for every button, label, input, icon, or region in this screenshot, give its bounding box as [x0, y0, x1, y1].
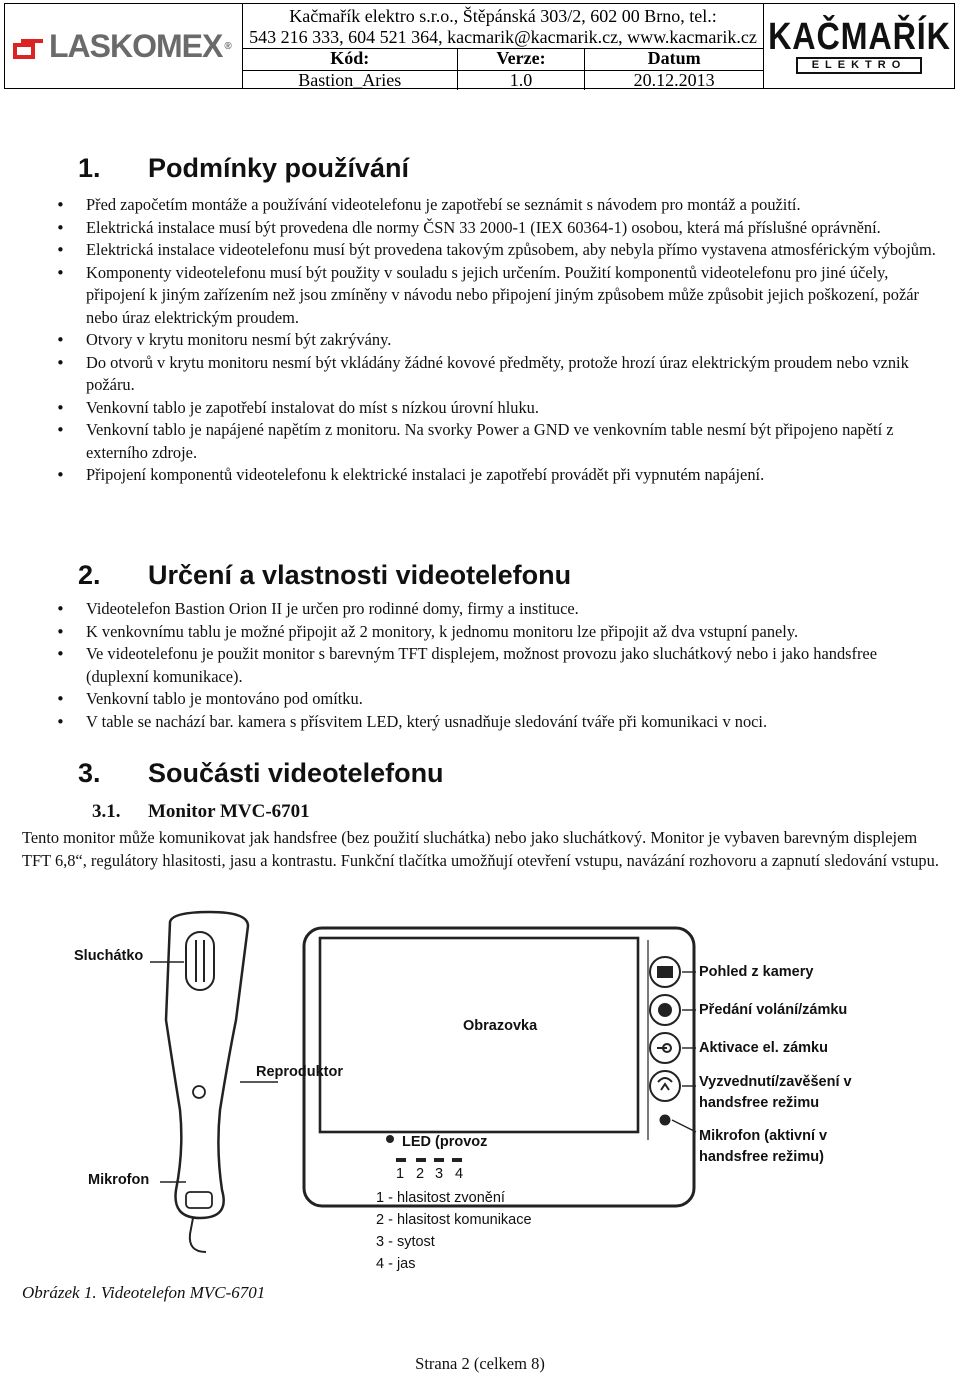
- section-3-title: Součásti videotelefonu: [148, 758, 444, 788]
- knob-number: 2: [416, 1166, 425, 1182]
- section-3-number: 3.: [78, 758, 101, 788]
- label-handsfree-pickup: Vyzvednutí/zavěšení v handsfree režimu: [699, 1074, 852, 1111]
- page-number: Strana 2 (celkem 8): [415, 1354, 545, 1373]
- section-2-list: [56, 598, 941, 733]
- label-microphone: Mikrofon: [88, 1172, 150, 1188]
- date-label: Datum: [647, 48, 701, 68]
- date-value: 20.12.2013: [633, 70, 715, 90]
- laskomex-logo-text: LASKOMEX: [49, 27, 223, 64]
- laskomex-mark-icon: [13, 34, 43, 58]
- section-1-heading: [78, 153, 409, 184]
- knob-legend-item: 3 - sytost: [376, 1234, 435, 1250]
- section-1-list: [56, 194, 941, 487]
- label-handset: Sluchátko: [74, 948, 144, 964]
- section-2-number: 2.: [78, 560, 101, 590]
- list-item: • Venkovní tablo je montováno pod omítku.: [56, 688, 941, 711]
- list-item: • Elektrická instalace musí být provedena dle normy ČSN 33 2000-1 (IEX 60364-1) osobou, která má příslušné oprávnění.: [56, 217, 941, 240]
- list-item: • Venkovní tablo je napájené napětím z monitoru. Na svorky Power a GND ve venkovním table nesmí být připojeno napětí z externího zdroje.: [56, 419, 941, 464]
- monitor-illustration: [304, 928, 694, 1206]
- list-item: • K venkovnímu tablu je možné připojit až 2 monitory, k jednomu monitoru lze připojit až dva vstupní panely.: [56, 621, 941, 644]
- kacmarik-logo: [764, 4, 954, 88]
- header-column-labels: [243, 48, 763, 71]
- figure-caption: Obrázek 1. Videotelefon MVC-6701: [22, 1283, 266, 1302]
- knob-number: 4: [455, 1166, 464, 1182]
- subsection-title: Monitor MVC-6701: [148, 801, 310, 822]
- knob-number: 1: [396, 1166, 405, 1182]
- subsection-number: 3.1.: [92, 801, 121, 822]
- knob-legend-item: 1 - hlasitost zvonění: [376, 1190, 505, 1206]
- section-2-title: Určení a vlastnosti videotelefonu: [148, 560, 572, 590]
- handset-illustration: [166, 912, 248, 1252]
- laskomex-logo: LASKOMEX ®: [5, 4, 243, 88]
- header-column-values: [243, 70, 763, 90]
- list-item: • Venkovní tablo je zapotřebí instalovat do míst s nízkou úrovní hluku.: [56, 397, 941, 420]
- list-item: • Videotelefon Bastion Orion II je určen pro rodinné domy, firmy a instituce.: [56, 598, 941, 621]
- subsection-3-1-heading: [92, 801, 310, 823]
- knob-legend-item: 2 - hlasitost komunikace: [376, 1212, 532, 1228]
- company-contacts: 543 216 333, 604 521 364, kacmarik@kacmarik.cz, www.kacmarik.cz: [243, 27, 763, 49]
- label-lock-activation: Aktivace el. zámku: [699, 1040, 828, 1056]
- list-item: • V table se nachází bar. kamera s přísvitem LED, který usnadňuje sledování tváře při komunikaci v noci.: [56, 711, 941, 734]
- company-address: Kačmařík elektro s.r.o., Štěpánská 303/2, 602 00 Brno, tel.:: [289, 6, 717, 26]
- header-info: [243, 4, 764, 88]
- monitor-description: Tento monitor může komunikovat jak handsfree (bez použití sluchátka) nebo jako sluchátkový. Monitor je vybaven barevným displejem TFT 6,8“, regulátory hlasitosti, jasu a kontrastu. Funkční tlačítka umožňují otevření vstupu, navázání rozhovoru a zapnutí sledování vstupu.: [22, 828, 939, 870]
- list-item: • Otvory v krytu monitoru nesmí být zakrývány.: [56, 329, 941, 352]
- code-value: Bastion_Aries: [243, 70, 458, 90]
- section-2-heading: [78, 560, 571, 591]
- knob-legend-item: 4 - jas: [376, 1256, 416, 1272]
- label-handsfree-mic: Mikrofon (aktivní v handsfree režimu): [699, 1128, 828, 1165]
- videophone-figure: [0, 900, 960, 1280]
- label-led: LED (provoz: [402, 1134, 488, 1150]
- section-1-title: Podmínky používání: [148, 153, 410, 183]
- code-label: Kód:: [243, 48, 458, 70]
- label-camera-view: Pohled z kamery: [699, 964, 814, 980]
- knob-number: 3: [435, 1166, 444, 1182]
- list-item: • Připojení komponentů videotelefonu k elektrické instalaci je zapotřebí provádět při vypnutém napájení.: [56, 464, 941, 487]
- list-item: • Do otvorů v krytu monitoru nesmí být vkládány žádné kovové předměty, protože hrozí úraz elektrickým proudem nebo vznik požáru.: [56, 352, 941, 397]
- kacmarik-logo-sub: ELEKTRO: [796, 57, 922, 74]
- label-call-transfer: Předání volání/zámku: [699, 1002, 848, 1018]
- list-item: • Ve videotelefonu je použit monitor s barevným TFT displejem, možnost provozu jako sluchátkový nebo i jako handsfree (duplexní komunikace).: [56, 643, 941, 688]
- section-1-number: 1.: [78, 153, 101, 183]
- section-3-heading: [78, 758, 444, 789]
- version-label: Verze:: [458, 48, 586, 70]
- list-item: • Před započetím montáže a používání videotelefonu je zapotřebí se seznámit s návodem pro montáž a použití.: [56, 194, 941, 217]
- document-header: [4, 3, 955, 89]
- kacmarik-logo-main: KAČMAŘÍK: [767, 15, 951, 58]
- list-item: • Komponenty videotelefonu musí být použity v souladu s jejich určením. Použití komponentů videotelefonu pro jiné účely, připojení k jiným zařízením než jsou zmíněny v návodu nebo připojení jiným způsobem může způsobit jejich poškození, požár nebo úraz elektrickým proudem.: [56, 262, 941, 330]
- label-screen: Obrazovka: [463, 1018, 538, 1034]
- list-item: • Elektrická instalace videotelefonu musí být provedena takovým způsobem, aby nebyla přímo vystavena atmosférickým výbojům.: [56, 239, 941, 262]
- version-value: 1.0: [458, 70, 586, 90]
- label-speaker: Reproduktor: [256, 1064, 343, 1080]
